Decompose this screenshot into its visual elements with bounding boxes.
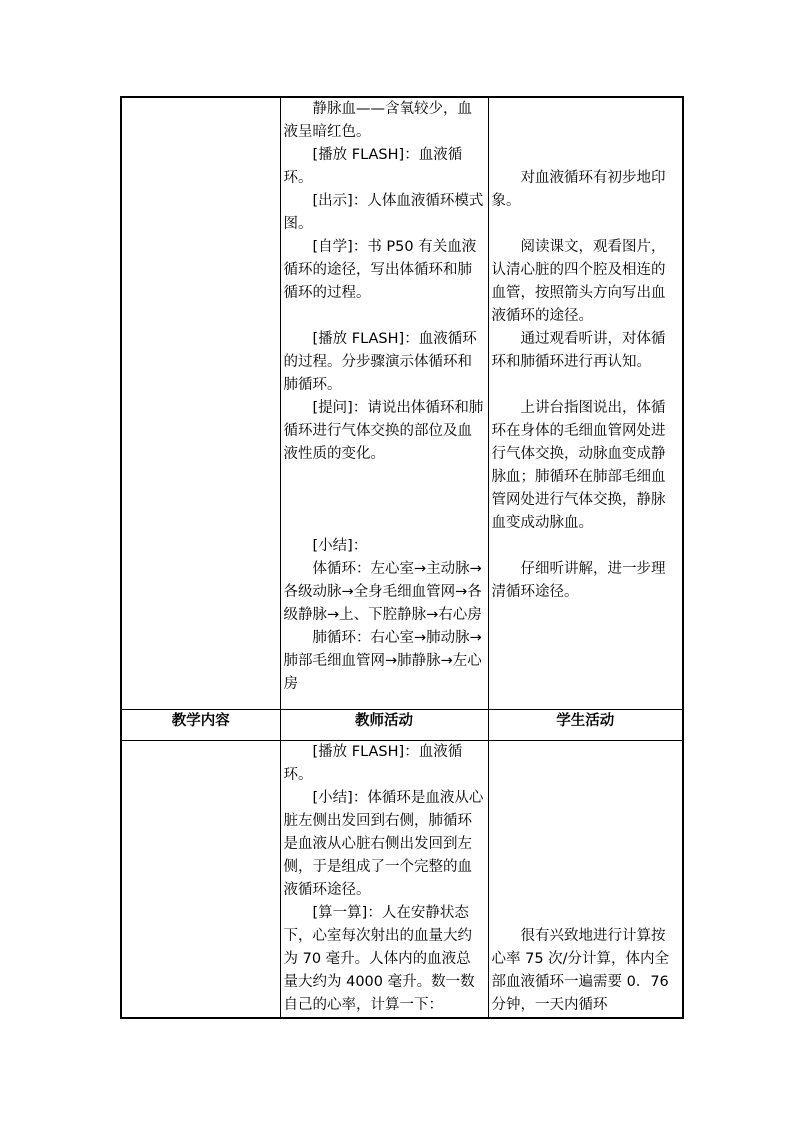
teacher-para: [自学]：书 P50 有关血液循环的途径，写出体循环和肺循环的过程。 xyxy=(283,239,477,301)
table-row-upper xyxy=(121,97,683,710)
header-content: 教学内容 xyxy=(121,710,280,741)
teacher-para: [播放 FLASH]：血液循环。 xyxy=(283,744,463,783)
student-para: 对血液循环有初步地印象。 xyxy=(491,170,666,209)
student-para: 阅读课文，观看图片，认清心脏的四个腔及相连的血管，按照箭头方向写出血液循环的途径。 xyxy=(491,239,666,324)
content-cell-upper xyxy=(121,97,280,710)
lesson-table xyxy=(120,96,684,1019)
student-activity-cell-lower xyxy=(488,741,683,1019)
teacher-para: 静脉血——含氧较少，血液呈暗红色。 xyxy=(283,101,472,140)
teacher-para: [小结]： xyxy=(312,538,368,554)
teacher-para: [小结]：体循环是血液从心脏左侧出发回到右侧，肺循环是血液从心脏右侧出发回到左侧，于是组成了一个完整的血液循环途径。 xyxy=(283,790,484,898)
teacher-para: 肺循环：右心室→肺动脉→肺部毛细血管网→肺静脉→左心房 xyxy=(283,630,482,692)
table-row-lower xyxy=(121,741,683,1019)
student-para: 通过观看听讲，对体循环和肺循环进行再认知。 xyxy=(491,331,666,370)
teacher-para: [播放 FLASH]：血液循环。 xyxy=(283,147,463,186)
student-para: 上讲台指图说出，体循环在身体的毛细血管网处进行气体交换，动脉血变成静脉血；肺循环在肺部毛细血管网处进行气体交换，静脉血变成动脉血。 xyxy=(491,400,666,531)
student-para: 很有兴致地进行计算按心率 75 次/分计算，体内全部血液循环一遍需要 0．76 分钟，一天内循环 xyxy=(491,928,670,1013)
teacher-activity-cell-lower xyxy=(280,741,488,1019)
teacher-para: [出示]：人体血液循环模式图。 xyxy=(283,193,484,232)
teacher-para: [播放 FLASH]：血液循环的过程。分步骤演示体循环和肺循环。 xyxy=(283,331,477,393)
student-activity-cell-upper xyxy=(488,97,683,710)
teacher-activity-cell-upper xyxy=(280,97,488,710)
teacher-para: 体循环：左心室→主动脉→各级动脉→全身毛细血管网→各级静脉→上、下腔静脉→右心房 xyxy=(283,561,482,623)
table-header-row xyxy=(121,710,683,741)
teacher-para: [提问]：请说出体循环和肺循环进行气体交换的部位及血液性质的变化。 xyxy=(283,400,484,462)
header-teacher: 教师活动 xyxy=(280,710,488,741)
header-student: 学生活动 xyxy=(488,710,683,741)
student-para: 仔细听讲解，进一步理清循环途径。 xyxy=(491,561,666,600)
teacher-para: [算一算]：人在安静状态下，心室每次射出的血量大约为 70 毫升。人体内的血液总量大约为 4000 毫升。数一数自己的心率，计算一下： xyxy=(283,905,475,1013)
content-cell-lower xyxy=(121,741,280,1019)
